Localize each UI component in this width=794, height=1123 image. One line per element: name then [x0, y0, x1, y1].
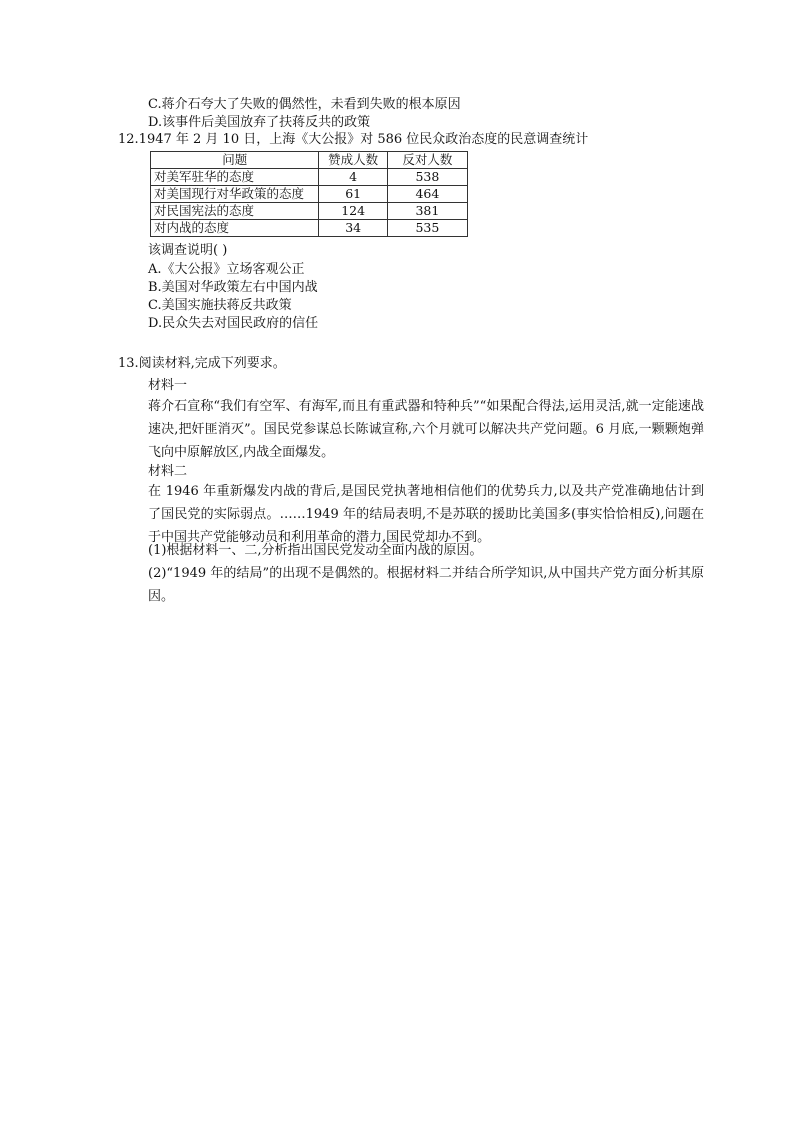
q11-option-d: D.该事件后美国放弃了扶蒋反共的政策 — [148, 115, 371, 130]
q13-stem: 13.阅读材料,完成下列要求。 — [118, 356, 286, 371]
q12-option-b: B.美国对华政策左右中国内战 — [148, 280, 318, 295]
table-header-row — [151, 152, 468, 169]
table-cell-approve: 4 — [319, 169, 387, 186]
q11-option-c: C.蒋介石夸大了失败的偶然性，未看到失败的根本原因 — [148, 97, 461, 112]
table-cell-question: 对美国现行对华政策的态度 — [151, 186, 319, 203]
survey-table — [150, 151, 468, 237]
table-header-cell: 反对人数 — [387, 152, 467, 169]
table-cell-question: 对民国宪法的态度 — [151, 203, 319, 220]
q12-prompt: 该调查说明( ) — [148, 243, 228, 258]
material-1-text: 蒋介石宣称“我们有空军、有海军,而且有重武器和特种兵”“如果配合得法,运用灵活,就一定能速战速决,把奸匪消灭”。国民党参谋总长陈诚宣称,六个月就可以解决共产党问题。6 月底,一颗颗炮弹飞向中原解放区,内战全面爆发。 — [148, 399, 704, 460]
table-cell-oppose: 535 — [387, 220, 467, 237]
table-cell-question: 对美军驻华的态度 — [151, 169, 319, 186]
material-1-title: 材料一 — [148, 378, 188, 393]
table-row — [151, 220, 468, 237]
q12-option-c: C.美国实施扶蒋反共政策 — [148, 298, 292, 313]
material-2-title: 材料二 — [148, 464, 188, 479]
material-2-text: 在 1946 年重新爆发内战的背后,是国民党执著地相信他们的优势兵力,以及共产党准确地估计到了国民党的实际弱点。……1949 年的结局表明,不是苏联的援助比美国多(事实恰恰相反),问题在于中国共产党能够动员和利用革命的潜力,国民党却办不到。 — [148, 484, 704, 545]
table-cell-approve: 61 — [319, 186, 387, 203]
q12-option-a: A.《大公报》立场客观公正 — [148, 262, 305, 277]
requirement-2: (2)“1949 年的结局”的出现不是偶然的。根据材料二并结合所学知识,从中国共产党方面分析其原因。 — [148, 566, 704, 604]
table-cell-oppose: 381 — [387, 203, 467, 220]
table-row — [151, 203, 468, 220]
table-row — [151, 169, 468, 186]
table-cell-approve: 34 — [319, 220, 387, 237]
table-cell-question: 对内战的态度 — [151, 220, 319, 237]
table-cell-oppose: 464 — [387, 186, 467, 203]
q12-stem: 12.1947 年 2 月 10 日，上海《大公报》对 586 位民众政治态度的民意调查统计 — [118, 132, 589, 147]
table-row — [151, 186, 468, 203]
table-cell-oppose: 538 — [387, 169, 467, 186]
requirement-1: (1)根据材料一、二,分析指出国民党发动全面内战的原因。 — [148, 543, 483, 558]
table-cell-approve: 124 — [319, 203, 387, 220]
table-header-cell: 赞成人数 — [319, 152, 387, 169]
table-header-cell: 问题 — [151, 152, 319, 169]
q12-option-d: D.民众失去对国民政府的信任 — [148, 316, 319, 331]
